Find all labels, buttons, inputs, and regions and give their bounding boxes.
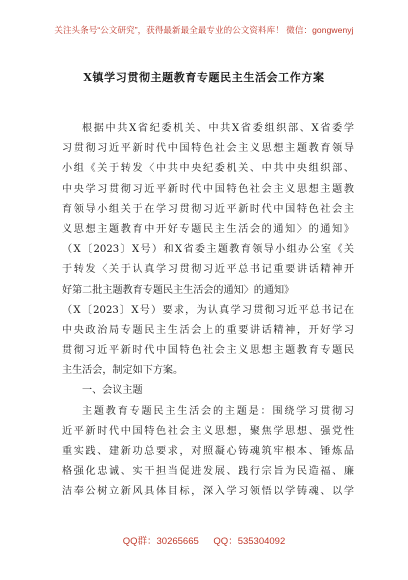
body-line: 好第二批主题教育专题民主生活会的通知〉的通知》 bbox=[62, 284, 295, 296]
body-line: 主题教育专题民主生活会的主题是：围绕学习贯彻习 bbox=[82, 405, 354, 417]
body-line: 义思想主题教育中开好专题民主生活会的通知〉的通知》 bbox=[62, 223, 354, 235]
body-line: 中央政治局专题民主生活会上的重要讲话精神，开好学习 bbox=[62, 324, 354, 336]
body-line: 中央学习贯彻习近平新时代中国特色社会主义思想主题教 bbox=[62, 183, 354, 195]
body-line: 近平新时代中国特色社会主义思想，聚焦学思想、强党性 bbox=[62, 425, 354, 437]
body-line: 贯彻习近平新时代中国特色社会主义思想主题教育专题民 bbox=[62, 345, 354, 357]
header-banner: 关注头条号“公文研究”，获得最新最全最专业的公文资料库！ 微信：gongwenyj bbox=[54, 25, 354, 35]
body-line: 洁奉公树立新风具体目标，深入学习领悟以学铸魂、以学 bbox=[62, 486, 354, 498]
section-heading: 一、会议主题 bbox=[82, 385, 143, 397]
body-line: 根据中共X省纪委机关、中共X省委组织部、X省委学 bbox=[82, 123, 354, 134]
footer-qq-group: QQ群：30265665 bbox=[122, 536, 199, 547]
document-body bbox=[62, 119, 354, 503]
body-line: 主生活会，制定如下方案。 bbox=[62, 365, 184, 377]
body-line: （X〔2023〕X号）和X省委主题教育领导小组办公室《关 bbox=[62, 244, 354, 256]
body-line: 小组《关于转发〈中共中央纪委机关、中共中央组织部、 bbox=[62, 163, 354, 175]
document-title: X镇学习贯彻主题教育专题民主生活会工作方案 bbox=[83, 71, 325, 84]
body-line: 重实践、建新功总要求，对照凝心铸魂筑牢根本、锤炼品 bbox=[62, 446, 354, 457]
body-line: 于转发〈关于认真学习贯彻习近平总书记重要讲话精神开 bbox=[62, 264, 354, 276]
footer-contact bbox=[0, 533, 408, 547]
footer-qq: QQ：535304092 bbox=[213, 536, 286, 547]
body-line: 格强化忠诚、实干担当促进发展、践行宗旨为民造福、廉 bbox=[62, 466, 354, 478]
body-line: 育领导小组关于在学习贯彻习近平新时代中国特色社会主 bbox=[62, 203, 354, 215]
body-line: （X〔2023〕X号）要求，为认真学习贯彻习近平总书记在 bbox=[62, 304, 354, 316]
body-line: 习贯彻习近平新时代中国特色社会主义思想主题教育领导 bbox=[62, 143, 354, 155]
